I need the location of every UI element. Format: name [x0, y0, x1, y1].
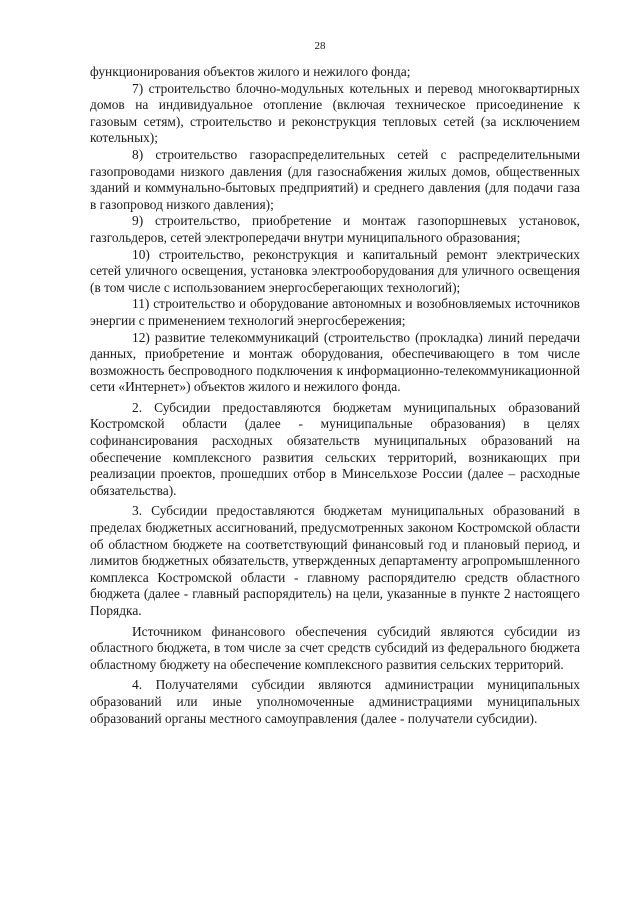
document-body [90, 64, 580, 727]
clause-4: 4. Получателями субсидии являются администрации муниципальных образований или иные уполномоченные администрациями муниципальных образований органы местного самоуправления (далее - получатели субсидии). [90, 677, 580, 726]
paragraph-continuation: функционирования объектов жилого и нежилого фонда; [90, 64, 411, 79]
funding-source-paragraph: Источником финансового обеспечения субсидий являются субсидии из областного бюджета, в том числе за счет средств субсидий из федерального бюджета областному бюджету на обеспечение комплексного развития сельских территорий. [90, 623, 580, 672]
list-item-8: 8) строительство газораспределительных сетей с распределительными газопроводами низкого давления (для газоснабжения жилых домов, общественных зданий и коммунально-бытовых предприятий) и среднего давления (для подачи газа в газопровод низкого давления); [90, 146, 580, 212]
clause-2: 2. Субсидии предоставляются бюджетам муниципальных образований Костромской области (далее - муниципальные образования) в целях софинансирования расходных обязательств муниципальных образований на обеспечение комплексного развития сельских территорий, возникающих при реализации проектов, прошедших отбор в Минсельхозе России (далее – расходные обязательства). [90, 399, 580, 498]
list-item-10: 10) строительство, реконструкция и капитальный ремонт электрических сетей уличного освещения, установка электрооборудования для уличного освещения (в том числе с использованием энергосберегающих технологий); [90, 246, 580, 295]
page-number: 28 [314, 40, 326, 52]
clause-3: 3. Субсидии предоставляются бюджетам муниципальных образований в пределах бюджетных ассигнований, предусмотренных законом Костромской области об областном бюджете на соответствующий финансовый год и плановый период, и лимитов бюджетных обязательств, утвержденных департаменту агропромышленного комплекса Костромской области - главному распорядителю средств областного бюджета (далее - главный распорядитель) на цели, указанные в пункте 2 настоящего Порядка. [90, 503, 580, 618]
list-item-9: 9) строительство, приобретение и монтаж газопоршневых установок, газгольдеров, сетей электропередачи внутри муниципального образования; [90, 213, 580, 245]
list-item-11: 11) строительство и оборудование автономных и возобновляемых источников энергии с применением технологий энергосбережения; [90, 296, 580, 328]
list-item-7: 7) строительство блочно-модульных котельных и перевод многоквартирных домов на индивидуальное отопление (включая техническое присоединение к газовым сетям), строительство и реконструкция тепловых сетей (за исключением котельных); [90, 80, 580, 146]
list-item-12: 12) развитие телекоммуникаций (строительство (прокладка) линий передачи данных, приобретение и монтаж оборудования, обеспечивающего в том числе возможность беспроводного подключения к информационно-телекоммуникационной сети «Интернет») объектов жилого и нежилого фонда. [90, 329, 580, 395]
